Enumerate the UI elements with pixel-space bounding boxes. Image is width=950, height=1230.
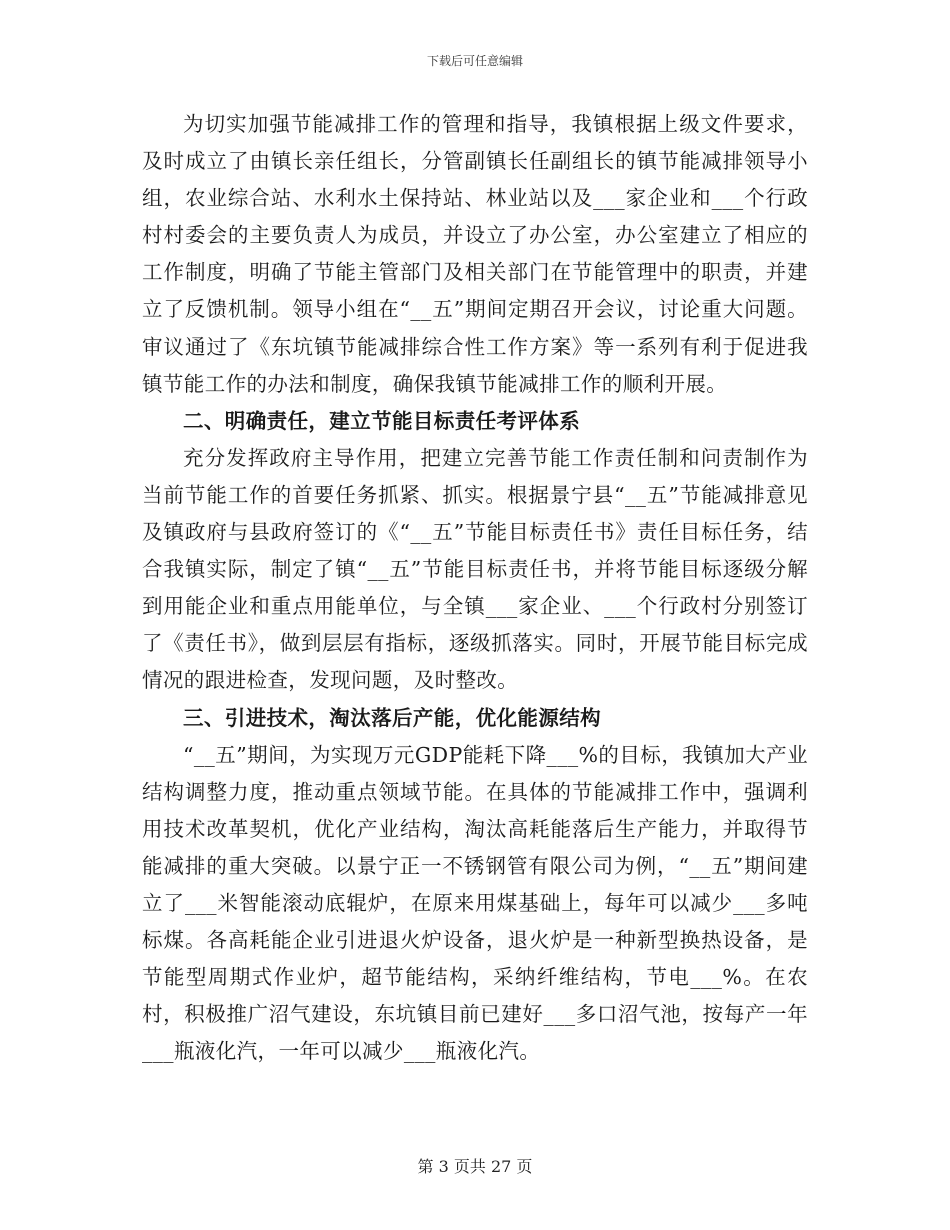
document-body — [142, 106, 808, 1070]
section-heading-technology: 三、引进技术，淘汰落后产能，优化能源结构 — [183, 705, 601, 730]
section-heading-responsibility: 二、明确责任，建立节能目标责任考评体系 — [183, 408, 581, 433]
paragraph-responsibility: 充分发挥政府主导作用，把建立完善节能工作责任制和问责制作为当前节能工作的首要任务抓紧、抓实。根据景宁县“__五”节能减排意见及镇政府与县政府签订的《“__五”节能目标责任书》责任目标任务，结合我镇实际，制定了镇“__五”节能目标责任书，并将节能目标逐级分解到用能企业和重点用能单位，与全镇___家企业、___个行政村分别签订了《责任书》，做到层层有指标，逐级抓落实。同时，开展节能目标完成情况的跟进检查，发现问题，及时整改。 — [142, 445, 808, 693]
page-footer: 第 3 页共 27 页 — [417, 1157, 533, 1176]
paragraph-technology: “__五”期间，为实现万元GDP能耗下降___%的目标，我镇加大产业结构调整力度，推动重点领域节能。在具体的节能减排工作中，强调利用技术改革契机，优化产业结构，淘汰高耗能落后生产能力，并取得节能减排的重大突破。以景宁正一不锈钢管有限公司为例，“__五”期间建立了___米智能滚动底辊炉，在原来用煤基础上，每年可以减少___多吨标煤。各高耗能企业引进退火炉设备，退火炉是一种新型换热设备，是节能型周期式作业炉，超节能结构，采纳纤维结构，节电___%。在农村，积极推广沼气建设，东坑镇目前已建好___多口沼气池，按每产一年___瓶液化汽，一年可以减少___瓶液化汽。 — [142, 742, 808, 1064]
paragraph-leading-group: 为切实加强节能减排工作的管理和指导，我镇根据上级文件要求，及时成立了由镇长亲任组长，分管副镇长任副组长的镇节能减排领导小组，农业综合站、水利水土保持站、林业站以及___家企业和___个行政村村委会的主要负责人为成员，并设立了办公室，办公室建立了相应的工作制度，明确了节能主管部门及相关部门在节能管理中的职责，并建立了反馈机制。领导小组在“__五”期间定期召开会议，讨论重大问题。审议通过了《东坑镇节能减排综合性工作方案》等一系列有利于促进我镇节能工作的办法和制度，确保我镇节能减排工作的顺利开展。 — [142, 112, 808, 396]
page-header: 下载后可任意编辑 — [426, 54, 523, 68]
